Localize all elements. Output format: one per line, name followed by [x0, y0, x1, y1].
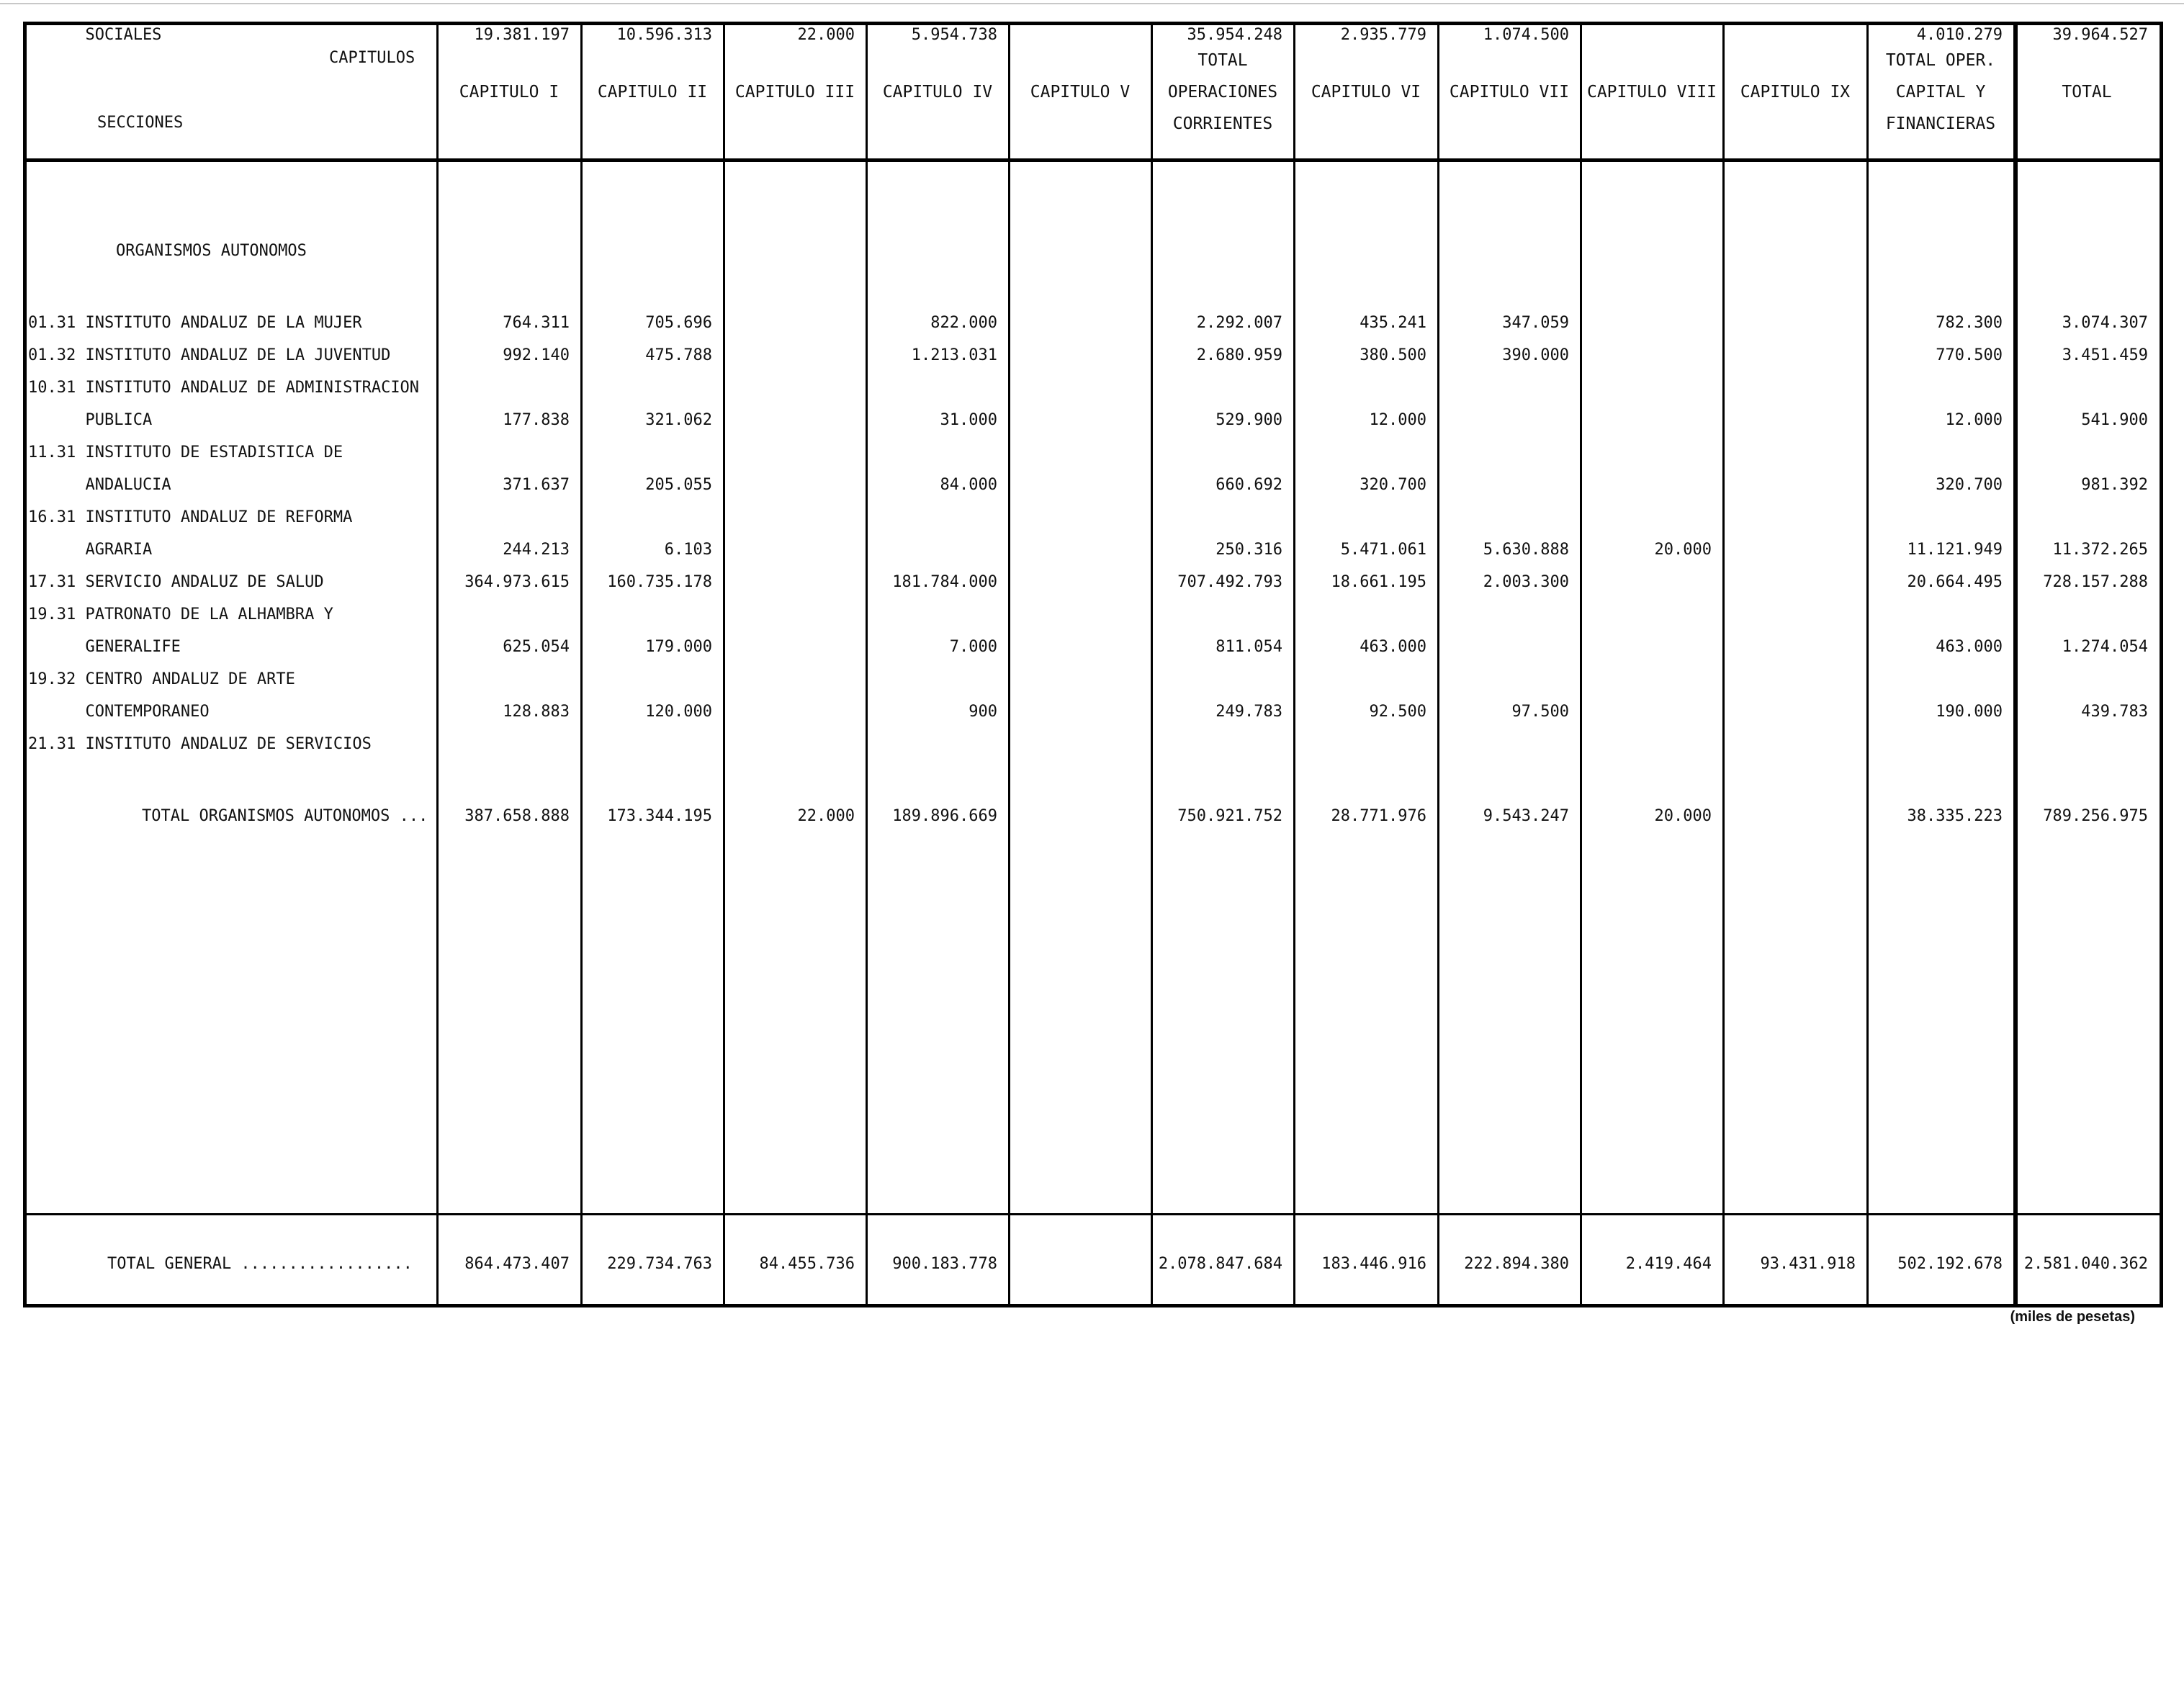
table-cell: 707.492.793 — [1177, 573, 1282, 591]
table-cell: 177.838 — [503, 411, 570, 429]
row-label: 21.31 INSTITUTO ANDALUZ DE SERVICIOS — [28, 735, 372, 753]
column-header — [1294, 32, 1438, 151]
section-title: ORGANISMOS AUTONOMOS — [116, 242, 307, 260]
table-cell: 1.213.031 — [911, 346, 997, 364]
table-cell: 390.000 — [1502, 346, 1569, 364]
table-cell: 2.935.779 — [1340, 26, 1426, 44]
table-cell: 39.964.527 — [2052, 26, 2148, 44]
row-label: 10.31 INSTITUTO ANDALUZ DE ADMINISTRACION — [28, 379, 420, 397]
budget-table — [23, 22, 2163, 1307]
header-divider — [27, 158, 2160, 162]
table-cell: 128.883 — [503, 703, 570, 721]
table-cell: 92.500 — [1369, 703, 1426, 721]
total-general-divider — [27, 1213, 2160, 1215]
column-header-line: TOTAL — [1197, 50, 1248, 70]
table-cell: 179.000 — [645, 638, 712, 656]
total-general-cell: 2.581.040.362 — [2023, 1255, 2148, 1273]
table-cell: 811.054 — [1215, 638, 1282, 656]
column-header — [866, 32, 1009, 151]
table-cell: 11.121.949 — [1907, 541, 2003, 559]
table-cell: 10.596.313 — [616, 26, 712, 44]
column-header — [1867, 32, 2014, 151]
column-divider — [866, 25, 868, 1304]
table-cell: 7.000 — [949, 638, 997, 656]
table-cell: 20.664.495 — [1907, 573, 2003, 591]
table-cell: 625.054 — [503, 638, 570, 656]
table-cell: 320.700 — [1360, 476, 1426, 494]
column-header-line: CAPITULO II — [597, 82, 708, 102]
column-divider — [1437, 25, 1439, 1304]
total-general-cell: 222.894.380 — [1464, 1255, 1569, 1273]
table-cell: 12.000 — [1945, 411, 2003, 429]
row-label: 19.31 PATRONATO DE LA ALHAMBRA Y — [28, 606, 333, 624]
table-cell: 529.900 — [1215, 411, 1282, 429]
table-cell: 660.692 — [1215, 476, 1282, 494]
column-header — [1723, 32, 1867, 151]
table-cell: 11.372.265 — [2052, 541, 2148, 559]
table-cell: 6.103 — [664, 541, 712, 559]
column-divider — [436, 25, 439, 1304]
column-header-line: CAPITULO VI — [1311, 82, 1421, 102]
total-organismos-cell: 22.000 — [797, 807, 855, 825]
table-cell: 190.000 — [1936, 703, 2003, 721]
row-label: 01.31 INSTITUTO ANDALUZ DE LA MUJER — [28, 314, 362, 332]
total-organismos-cell: 28.771.976 — [1331, 807, 1426, 825]
total-general-cell: 900.183.778 — [892, 1255, 997, 1273]
table-cell: 160.735.178 — [607, 573, 712, 591]
table-cell: 822.000 — [930, 314, 997, 332]
column-divider — [1293, 25, 1295, 1304]
total-general-cell: 864.473.407 — [464, 1255, 570, 1273]
column-header-line: CAPITULO IX — [1740, 82, 1851, 102]
table-cell: 782.300 — [1936, 314, 2003, 332]
column-header — [1581, 32, 1723, 151]
table-cell: 20.000 — [1654, 541, 1712, 559]
column-header — [1438, 32, 1581, 151]
table-cell: 2.003.300 — [1483, 573, 1569, 591]
row-label: ANDALUCIA — [28, 476, 171, 494]
total-organismos-cell: 387.658.888 — [464, 807, 570, 825]
row-label: 16.31 INSTITUTO ANDALUZ DE REFORMA — [28, 508, 353, 526]
total-general-cell: 93.431.918 — [1760, 1255, 1856, 1273]
table-cell: 84.000 — [940, 476, 997, 494]
column-divider — [1008, 25, 1010, 1304]
column-divider — [1722, 25, 1725, 1304]
row-label: 19.32 CENTRO ANDALUZ DE ARTE — [28, 670, 295, 688]
total-organismos-cell: 789.256.975 — [2043, 807, 2148, 825]
column-divider — [1580, 25, 1582, 1304]
table-cell: 5.954.738 — [911, 26, 997, 44]
table-cell: 347.059 — [1502, 314, 1569, 332]
table-cell: 364.973.615 — [464, 573, 570, 591]
table-cell: 435.241 — [1360, 314, 1426, 332]
table-cell: 31.000 — [940, 411, 997, 429]
total-general-cell: 2.419.464 — [1625, 1255, 1712, 1273]
column-header-line: CAPITULO VII — [1449, 82, 1570, 102]
table-cell: 705.696 — [645, 314, 712, 332]
row-label: 11.31 INSTITUTO DE ESTADISTICA DE — [28, 444, 343, 462]
table-cell: 97.500 — [1511, 703, 1569, 721]
table-cell: 728.157.288 — [2043, 573, 2148, 591]
total-organismos-label: TOTAL ORGANISMOS AUTONOMOS ... — [142, 807, 428, 825]
table-cell: 4.010.279 — [1916, 26, 2003, 44]
table-cell: 981.392 — [2081, 476, 2148, 494]
column-divider — [1151, 25, 1153, 1304]
table-cell: 18.661.195 — [1331, 573, 1426, 591]
table-cell: 541.900 — [2081, 411, 2148, 429]
table-cell: 2.292.007 — [1196, 314, 1282, 332]
table-cell: 321.062 — [645, 411, 712, 429]
table-cell: 19.381.197 — [474, 26, 570, 44]
header-capitulos: CAPITULOS — [329, 49, 415, 67]
table-cell: 1.074.500 — [1483, 26, 1569, 44]
column-header-line: CAPITULO V — [1030, 82, 1131, 102]
column-header-line: CAPITULO I — [459, 82, 560, 102]
column-header-line: FINANCIERAS — [1885, 114, 1996, 133]
column-header — [1151, 32, 1294, 151]
table-cell: 900 — [969, 703, 997, 721]
table-cell: 35.954.248 — [1187, 26, 1282, 44]
total-organismos-cell: 173.344.195 — [607, 807, 712, 825]
total-general-cell: 502.192.678 — [1897, 1255, 2003, 1273]
table-cell: 2.680.959 — [1196, 346, 1282, 364]
total-organismos-cell: 9.543.247 — [1483, 807, 1569, 825]
column-divider — [723, 25, 725, 1304]
total-general-cell: 229.734.763 — [607, 1255, 712, 1273]
table-cell: 770.500 — [1936, 346, 2003, 364]
table-cell: 250.316 — [1215, 541, 1282, 559]
row-label: 17.31 SERVICIO ANDALUZ DE SALUD — [28, 573, 324, 591]
total-organismos-cell: 750.921.752 — [1177, 807, 1282, 825]
column-header-line: CORRIENTES — [1172, 114, 1273, 133]
table-cell: 3.074.307 — [2062, 314, 2148, 332]
table-cell: 371.637 — [503, 476, 570, 494]
table-cell: 244.213 — [503, 541, 570, 559]
column-header-line: CAPITULO III — [734, 82, 855, 102]
row-label: GENERALIFE — [28, 638, 181, 656]
table-cell: 22.000 — [797, 26, 855, 44]
table-cell: 181.784.000 — [892, 573, 997, 591]
row-label: AGRARIA — [28, 541, 153, 559]
column-header-line: OPERACIONES — [1167, 82, 1278, 102]
table-cell: 992.140 — [503, 346, 570, 364]
table-cell: 380.500 — [1360, 346, 1426, 364]
table-cell: 3.451.459 — [2062, 346, 2148, 364]
column-header — [1009, 32, 1151, 151]
total-organismos-cell: 189.896.669 — [892, 807, 997, 825]
total-general-cell: 2.078.847.684 — [1158, 1255, 1282, 1273]
total-general-cell: 183.446.916 — [1321, 1255, 1426, 1273]
table-cell: 320.700 — [1936, 476, 2003, 494]
total-organismos-cell: 20.000 — [1654, 807, 1712, 825]
column-header-line: TOTAL — [2062, 82, 2112, 102]
table-cell: 249.783 — [1215, 703, 1282, 721]
table-cell: 205.055 — [645, 476, 712, 494]
total-general-label: TOTAL GENERAL .................. — [107, 1255, 413, 1273]
column-header-line: CAPITULO IV — [882, 82, 993, 102]
table-cell: 764.311 — [503, 314, 570, 332]
column-header — [437, 32, 581, 151]
total-general-cell: 84.455.736 — [759, 1255, 855, 1273]
units-footnote: (miles de pesetas) — [2010, 1309, 2135, 1325]
table-cell: 463.000 — [1360, 638, 1426, 656]
column-header-line: CAPITAL Y — [1895, 82, 1986, 102]
header-secciones: SECCIONES — [97, 114, 184, 132]
table-cell: 1.274.054 — [2062, 638, 2148, 656]
table-cell: 439.783 — [2081, 703, 2148, 721]
column-header-line: TOTAL OPER. — [1885, 50, 1996, 70]
table-cell: 120.000 — [645, 703, 712, 721]
column-header — [2014, 32, 2160, 151]
column-divider — [580, 25, 583, 1304]
table-cell: 463.000 — [1936, 638, 2003, 656]
page-top-rule — [0, 3, 2184, 4]
column-divider — [1866, 25, 1869, 1304]
column-header — [724, 32, 866, 151]
table-cell: 12.000 — [1369, 411, 1426, 429]
total-organismos-cell: 38.335.223 — [1907, 807, 2003, 825]
row-label: CONTEMPORANEO — [28, 703, 210, 721]
column-header-line: CAPITULO VIII — [1586, 82, 1717, 102]
row-label: PUBLICA — [28, 411, 153, 429]
column-header — [581, 32, 724, 151]
table-cell: 475.788 — [645, 346, 712, 364]
table-cell: 5.471.061 — [1340, 541, 1426, 559]
table-cell: 5.630.888 — [1483, 541, 1569, 559]
row-label: SOCIALES — [28, 26, 162, 44]
row-label: 01.32 INSTITUTO ANDALUZ DE LA JUVENTUD — [28, 346, 391, 364]
column-divider — [2013, 25, 2018, 1304]
